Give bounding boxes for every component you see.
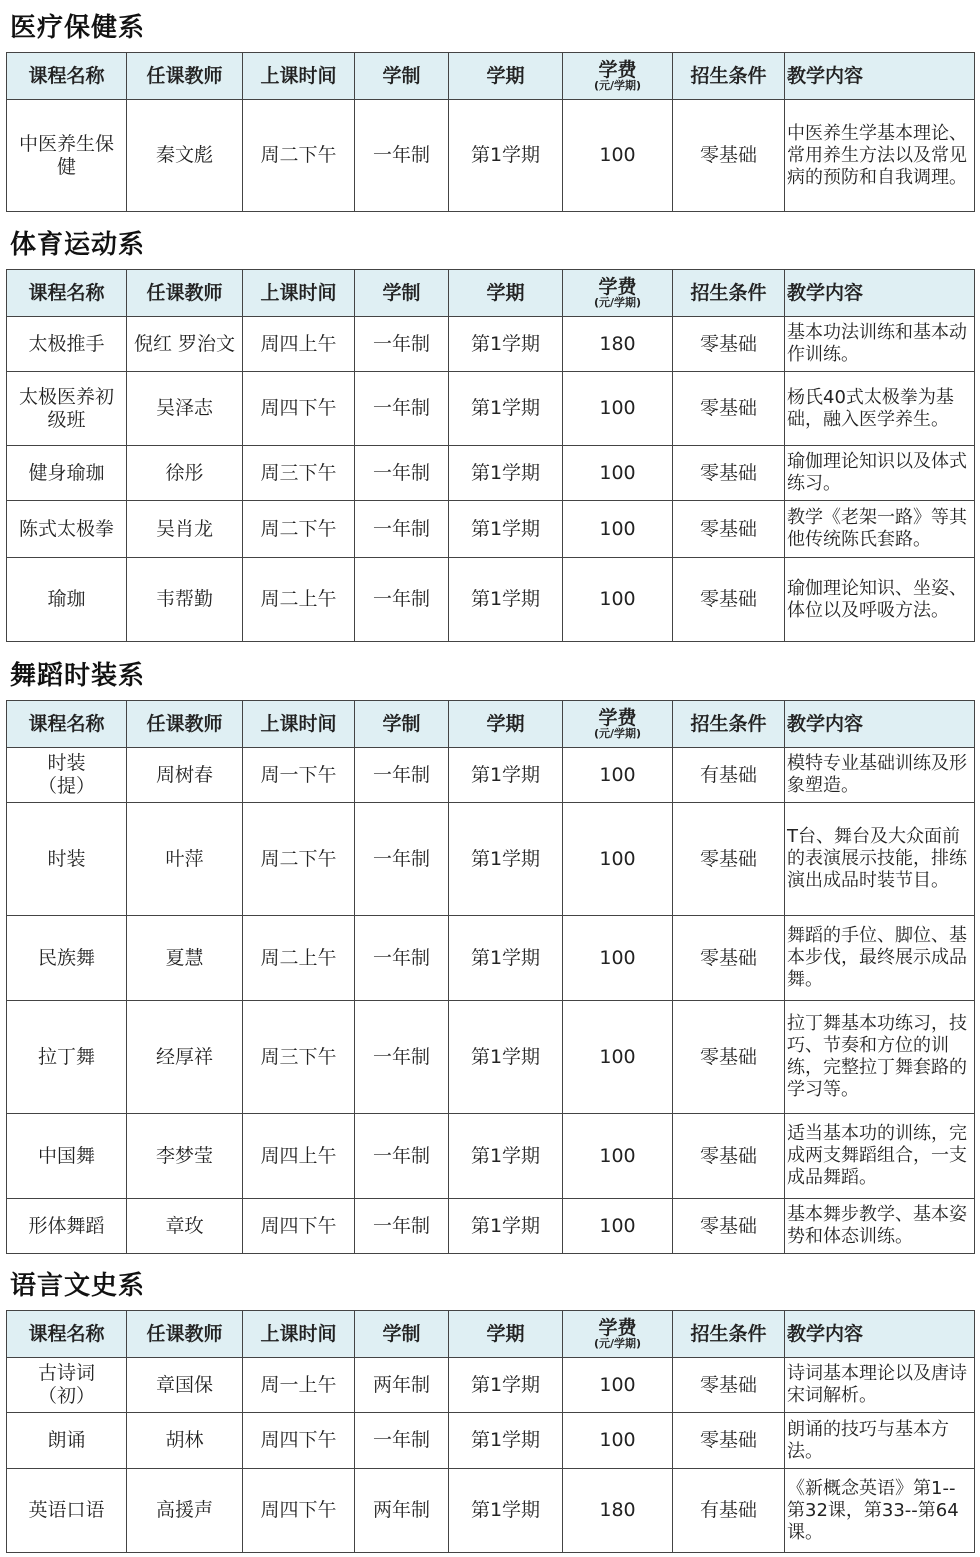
cell-fee: 100 <box>563 1358 673 1413</box>
cell-teacher: 秦文彪 <box>127 100 243 212</box>
cell-fee: 180 <box>563 1469 673 1553</box>
cell-time: 周二下午 <box>243 100 355 212</box>
table-row <box>7 446 975 501</box>
column-header-content: 教学内容 <box>785 701 975 748</box>
cell-condition: 有基础 <box>673 748 785 803</box>
cell-fee: 100 <box>563 803 673 916</box>
cell-condition: 零基础 <box>673 1413 785 1469</box>
cell-fee: 100 <box>563 372 673 446</box>
cell-term: 第1学期 <box>449 317 563 372</box>
cell-teacher: 高援声 <box>127 1469 243 1553</box>
cell-teacher: 倪红 罗治文 <box>127 317 243 372</box>
cell-term: 第1学期 <box>449 1114 563 1199</box>
cell-teacher: 叶萍 <box>127 803 243 916</box>
column-header-term: 学期 <box>449 701 563 748</box>
cell-teacher: 韦帮勤 <box>127 558 243 642</box>
cell-fee: 100 <box>563 748 673 803</box>
course-table <box>6 700 975 1254</box>
cell-teacher: 徐彤 <box>127 446 243 501</box>
column-header-time: 上课时间 <box>243 701 355 748</box>
cell-system: 一年制 <box>355 1001 449 1114</box>
column-header-content: 教学内容 <box>785 53 975 100</box>
cell-fee: 100 <box>563 501 673 558</box>
table-row <box>7 1114 975 1199</box>
cell-condition: 零基础 <box>673 803 785 916</box>
cell-time: 周四下午 <box>243 372 355 446</box>
cell-fee: 100 <box>563 1413 673 1469</box>
cell-fee: 100 <box>563 558 673 642</box>
column-header-condition: 招生条件 <box>673 1311 785 1358</box>
table-row <box>7 1001 975 1114</box>
table-row <box>7 1358 975 1413</box>
cell-content: 诗词基本理论以及唐诗宋词解析。 <box>785 1358 975 1413</box>
fee-header-label: 学费 <box>598 1317 637 1339</box>
column-header-condition: 招生条件 <box>673 270 785 317</box>
cell-content: 瑜伽理论知识以及体式练习。 <box>785 446 975 501</box>
cell-content: 杨氏40式太极拳为基础，融入医学养生。 <box>785 372 975 446</box>
cell-teacher: 夏慧 <box>127 916 243 1001</box>
cell-content: 《新概念英语》第1--第32课，第33--第64课。 <box>785 1469 975 1553</box>
cell-content: T台、舞台及大众面前的表演展示技能，排练演出成品时装节目。 <box>785 803 975 916</box>
cell-name: 瑜珈 <box>7 558 127 642</box>
department-title: 舞蹈时装系 <box>10 661 146 691</box>
cell-system: 一年制 <box>355 558 449 642</box>
cell-condition: 零基础 <box>673 446 785 501</box>
cell-time: 周二上午 <box>243 558 355 642</box>
cell-time: 周三下午 <box>243 446 355 501</box>
cell-condition: 有基础 <box>673 1469 785 1553</box>
cell-term: 第1学期 <box>449 372 563 446</box>
cell-system: 一年制 <box>355 803 449 916</box>
column-header-teacher: 任课教师 <box>127 701 243 748</box>
column-header-system: 学制 <box>355 701 449 748</box>
column-header-condition: 招生条件 <box>673 701 785 748</box>
cell-condition: 零基础 <box>673 372 785 446</box>
cell-name: 朗诵 <box>7 1413 127 1469</box>
cell-time: 周四下午 <box>243 1199 355 1254</box>
course-table <box>6 1310 975 1553</box>
cell-teacher: 周树春 <box>127 748 243 803</box>
table-row <box>7 501 975 558</box>
column-header-teacher: 任课教师 <box>127 53 243 100</box>
table-row <box>7 916 975 1001</box>
cell-term: 第1学期 <box>449 803 563 916</box>
cell-term: 第1学期 <box>449 748 563 803</box>
column-header-name: 课程名称 <box>7 53 127 100</box>
cell-condition: 零基础 <box>673 100 785 212</box>
table-header-row <box>7 1311 975 1358</box>
cell-time: 周一上午 <box>243 1358 355 1413</box>
column-header-name: 课程名称 <box>7 1311 127 1358</box>
cell-time: 周四下午 <box>243 1469 355 1553</box>
column-header-term: 学期 <box>449 1311 563 1358</box>
cell-term: 第1学期 <box>449 100 563 212</box>
column-header-system: 学制 <box>355 270 449 317</box>
cell-teacher: 胡林 <box>127 1413 243 1469</box>
fee-header-label: 学费 <box>598 59 637 81</box>
cell-content: 模特专业基础训练及形象塑造。 <box>785 748 975 803</box>
cell-system: 一年制 <box>355 1199 449 1254</box>
cell-term: 第1学期 <box>449 1199 563 1254</box>
cell-name: 太极医养初级班 <box>7 372 127 446</box>
column-header-name: 课程名称 <box>7 701 127 748</box>
table-header-row <box>7 270 975 317</box>
cell-teacher: 吴肖龙 <box>127 501 243 558</box>
cell-condition: 零基础 <box>673 1358 785 1413</box>
cell-fee: 100 <box>563 1114 673 1199</box>
cell-fee: 100 <box>563 1199 673 1254</box>
cell-system: 一年制 <box>355 372 449 446</box>
cell-teacher: 吴泽志 <box>127 372 243 446</box>
cell-name: 健身瑜珈 <box>7 446 127 501</box>
cell-time: 周二下午 <box>243 803 355 916</box>
cell-term: 第1学期 <box>449 446 563 501</box>
cell-content: 瑜伽理论知识、坐姿、体位以及呼吸方法。 <box>785 558 975 642</box>
course-table <box>6 52 975 212</box>
fee-unit-label: (元/学期) <box>593 296 642 309</box>
cell-content: 中医养生学基本理论、常用养生方法以及常见病的预防和自我调理。 <box>785 100 975 212</box>
table-header-row <box>7 701 975 748</box>
cell-term: 第1学期 <box>449 558 563 642</box>
cell-teacher: 经厚祥 <box>127 1001 243 1114</box>
cell-content: 朗诵的技巧与基本方法。 <box>785 1413 975 1469</box>
cell-time: 周三下午 <box>243 1001 355 1114</box>
cell-name: 形体舞蹈 <box>7 1199 127 1254</box>
cell-system: 一年制 <box>355 100 449 212</box>
cell-teacher: 章国保 <box>127 1358 243 1413</box>
course-table <box>6 269 975 642</box>
cell-term: 第1学期 <box>449 1469 563 1553</box>
column-header-teacher: 任课教师 <box>127 270 243 317</box>
column-header-time: 上课时间 <box>243 53 355 100</box>
cell-time: 周二上午 <box>243 916 355 1001</box>
column-header-content: 教学内容 <box>785 1311 975 1358</box>
cell-system: 一年制 <box>355 748 449 803</box>
cell-term: 第1学期 <box>449 1001 563 1114</box>
column-header-time: 上课时间 <box>243 1311 355 1358</box>
column-header-condition: 招生条件 <box>673 53 785 100</box>
department-title: 体育运动系 <box>10 230 146 260</box>
cell-name: 古诗词 （初） <box>7 1358 127 1413</box>
cell-teacher: 章玫 <box>127 1199 243 1254</box>
cell-system: 一年制 <box>355 916 449 1001</box>
cell-time: 周四上午 <box>243 317 355 372</box>
table-row <box>7 1469 975 1553</box>
fee-header-label: 学费 <box>598 276 637 298</box>
cell-condition: 零基础 <box>673 1114 785 1199</box>
cell-fee: 180 <box>563 317 673 372</box>
cell-content: 教学《老架一路》等其他传统陈氏套路。 <box>785 501 975 558</box>
cell-condition: 零基础 <box>673 501 785 558</box>
cell-system: 一年制 <box>355 1114 449 1199</box>
cell-condition: 零基础 <box>673 916 785 1001</box>
cell-content: 拉丁舞基本功练习，技巧、节奏和方位的训练，完整拉丁舞套路的学习等。 <box>785 1001 975 1114</box>
cell-content: 基本舞步教学、基本姿势和体态训练。 <box>785 1199 975 1254</box>
cell-fee: 100 <box>563 100 673 212</box>
cell-name: 陈式太极拳 <box>7 501 127 558</box>
cell-content: 基本功法训练和基本动作训练。 <box>785 317 975 372</box>
fee-unit-label: (元/学期) <box>593 727 642 740</box>
cell-name: 民族舞 <box>7 916 127 1001</box>
cell-system: 一年制 <box>355 1413 449 1469</box>
column-header-name: 课程名称 <box>7 270 127 317</box>
table-row <box>7 803 975 916</box>
column-header-fee <box>563 701 673 748</box>
cell-term: 第1学期 <box>449 501 563 558</box>
cell-teacher: 李梦莹 <box>127 1114 243 1199</box>
cell-condition: 零基础 <box>673 317 785 372</box>
cell-time: 周二下午 <box>243 501 355 558</box>
table-row <box>7 1199 975 1254</box>
table-row <box>7 558 975 642</box>
cell-name: 时装 （提） <box>7 748 127 803</box>
cell-system: 两年制 <box>355 1469 449 1553</box>
cell-content: 舞蹈的手位、脚位、基本步伐，最终展示成品舞。 <box>785 916 975 1001</box>
cell-name: 太极推手 <box>7 317 127 372</box>
cell-system: 一年制 <box>355 446 449 501</box>
cell-term: 第1学期 <box>449 1358 563 1413</box>
cell-fee: 100 <box>563 1001 673 1114</box>
fee-unit-label: (元/学期) <box>593 1337 642 1350</box>
table-row <box>7 317 975 372</box>
table-row <box>7 748 975 803</box>
cell-time: 周四下午 <box>243 1413 355 1469</box>
column-header-teacher: 任课教师 <box>127 1311 243 1358</box>
column-header-time: 上课时间 <box>243 270 355 317</box>
cell-name: 中国舞 <box>7 1114 127 1199</box>
column-header-term: 学期 <box>449 53 563 100</box>
cell-fee: 100 <box>563 916 673 1001</box>
cell-condition: 零基础 <box>673 558 785 642</box>
cell-name: 英语口语 <box>7 1469 127 1553</box>
table-header-row <box>7 53 975 100</box>
cell-content: 适当基本功的训练，完成两支舞蹈组合，一支成品舞蹈。 <box>785 1114 975 1199</box>
cell-system: 一年制 <box>355 317 449 372</box>
cell-name: 时装 <box>7 803 127 916</box>
fee-unit-label: (元/学期) <box>593 79 642 92</box>
column-header-system: 学制 <box>355 1311 449 1358</box>
cell-system: 两年制 <box>355 1358 449 1413</box>
table-row <box>7 372 975 446</box>
cell-time: 周四上午 <box>243 1114 355 1199</box>
column-header-term: 学期 <box>449 270 563 317</box>
cell-condition: 零基础 <box>673 1199 785 1254</box>
column-header-fee <box>563 53 673 100</box>
cell-condition: 零基础 <box>673 1001 785 1114</box>
cell-name: 中医养生保健 <box>7 100 127 212</box>
cell-time: 周一下午 <box>243 748 355 803</box>
cell-term: 第1学期 <box>449 1413 563 1469</box>
cell-system: 一年制 <box>355 501 449 558</box>
column-header-system: 学制 <box>355 53 449 100</box>
column-header-content: 教学内容 <box>785 270 975 317</box>
column-header-fee <box>563 270 673 317</box>
cell-term: 第1学期 <box>449 916 563 1001</box>
table-row <box>7 100 975 212</box>
department-title: 语言文史系 <box>10 1271 146 1301</box>
cell-name: 拉丁舞 <box>7 1001 127 1114</box>
table-row <box>7 1413 975 1469</box>
cell-fee: 100 <box>563 446 673 501</box>
department-title: 医疗保健系 <box>10 13 146 43</box>
fee-header-label: 学费 <box>598 707 637 729</box>
column-header-fee <box>563 1311 673 1358</box>
